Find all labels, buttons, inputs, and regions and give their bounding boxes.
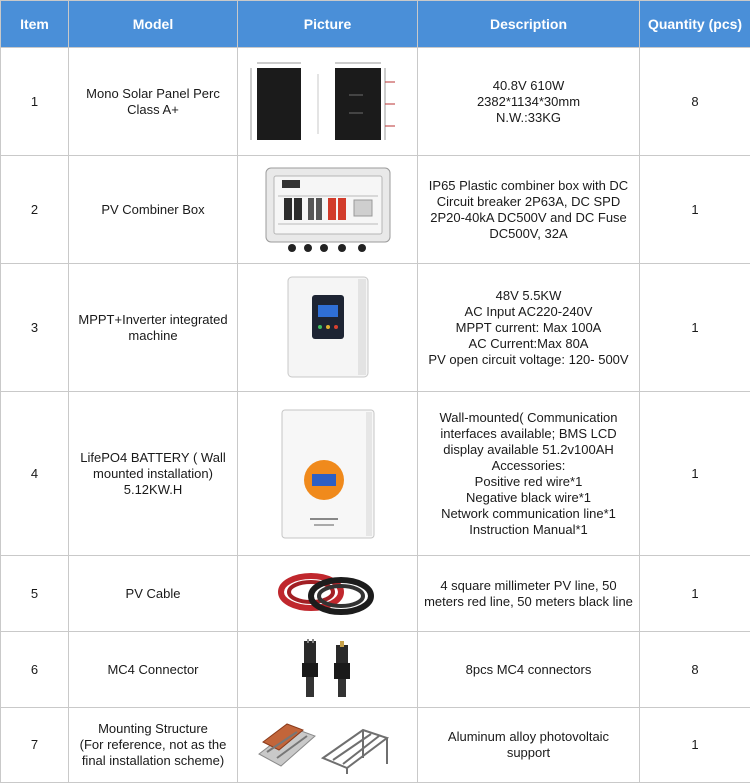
description-cell xyxy=(418,556,640,632)
description-line: Negative black wire*1 xyxy=(424,490,633,506)
picture-cell xyxy=(238,392,418,556)
solar-panel-icon xyxy=(243,54,413,150)
model-cell xyxy=(69,156,238,264)
item-cell: 6 xyxy=(1,632,69,708)
model-line: LifePO4 BATTERY ( Wall xyxy=(73,450,233,466)
picture-cell xyxy=(238,48,418,156)
table-row xyxy=(1,264,750,392)
description-line: Positive red wire*1 xyxy=(424,474,633,490)
item-cell: 3 xyxy=(1,264,69,392)
table-row xyxy=(1,48,750,156)
description-line: interfaces available; BMS LCD xyxy=(424,426,633,442)
picture-cell xyxy=(238,708,418,783)
model-line: MPPT+Inverter integrated xyxy=(73,312,233,328)
description-line: Wall-mounted( Communication xyxy=(424,410,633,426)
mc4-connector-icon xyxy=(288,637,368,703)
description-cell xyxy=(418,156,640,264)
model-line: (For reference, not as the xyxy=(73,737,233,753)
quantity-cell: 1 xyxy=(640,556,750,632)
description-line: Circuit breaker 2P63A, DC SPD xyxy=(424,194,633,210)
description-line: 2P20-40kA DC500V and DC Fuse xyxy=(424,210,633,226)
model-line: PV Cable xyxy=(73,586,233,602)
model-line: machine xyxy=(73,328,233,344)
picture-cell xyxy=(238,556,418,632)
model-cell xyxy=(69,264,238,392)
header-item: Item xyxy=(1,1,69,48)
item-cell: 2 xyxy=(1,156,69,264)
model-line: mounted installation) xyxy=(73,466,233,482)
quantity-cell: 1 xyxy=(640,708,750,783)
description-line: AC Current:Max 80A xyxy=(424,336,633,352)
model-line: 5.12KW.H xyxy=(73,482,233,498)
pv-cable-icon xyxy=(273,566,383,622)
table-row xyxy=(1,156,750,264)
quantity-cell: 1 xyxy=(640,264,750,392)
item-cell: 1 xyxy=(1,48,69,156)
description-line: N.W.:33KG xyxy=(424,110,633,126)
item-cell: 5 xyxy=(1,556,69,632)
table-row xyxy=(1,392,750,556)
model-cell xyxy=(69,556,238,632)
model-cell xyxy=(69,48,238,156)
description-line: 40.8V 610W xyxy=(424,78,633,94)
inverter-icon xyxy=(278,273,378,383)
quantity-cell: 8 xyxy=(640,632,750,708)
description-line: Network communication line*1 xyxy=(424,506,633,522)
table-row xyxy=(1,556,750,632)
mounting-structure-icon xyxy=(253,714,403,776)
header-row xyxy=(1,1,750,48)
description-cell xyxy=(418,708,640,783)
item-cell: 7 xyxy=(1,708,69,783)
description-line: 4 square millimeter PV line, 50 xyxy=(424,578,633,594)
table-row xyxy=(1,708,750,783)
description-line: MPPT current: Max 100A xyxy=(424,320,633,336)
model-line: final installation scheme) xyxy=(73,753,233,769)
combiner-box-icon xyxy=(258,162,398,258)
header-picture: Picture xyxy=(238,1,418,48)
description-line: IP65 Plastic combiner box with DC xyxy=(424,178,633,194)
model-cell xyxy=(69,632,238,708)
description-cell xyxy=(418,48,640,156)
description-line: 8pcs MC4 connectors xyxy=(424,662,633,678)
header-description: Description xyxy=(418,1,640,48)
model-line: Mounting Structure xyxy=(73,721,233,737)
description-line: AC Input AC220-240V xyxy=(424,304,633,320)
model-cell xyxy=(69,392,238,556)
model-line: PV Combiner Box xyxy=(73,202,233,218)
header-model: Model xyxy=(69,1,238,48)
description-cell xyxy=(418,392,640,556)
quantity-cell: 8 xyxy=(640,48,750,156)
picture-cell xyxy=(238,264,418,392)
model-line: MC4 Connector xyxy=(73,662,233,678)
description-line: Instruction Manual*1 xyxy=(424,522,633,538)
model-line: Class A+ xyxy=(73,102,233,118)
description-cell xyxy=(418,632,640,708)
battery-icon xyxy=(268,404,388,544)
description-line: Aluminum alloy photovoltaic xyxy=(424,729,633,745)
header-quantity: Quantity (pcs) xyxy=(640,1,750,48)
description-line: display available 51.2v100AH xyxy=(424,442,633,458)
description-line: Accessories: xyxy=(424,458,633,474)
description-line: DC500V, 32A xyxy=(424,226,633,242)
picture-cell xyxy=(238,156,418,264)
quantity-cell: 1 xyxy=(640,392,750,556)
quantity-cell: 1 xyxy=(640,156,750,264)
description-line: 2382*1134*30mm xyxy=(424,94,633,110)
description-line: PV open circuit voltage: 120- 500V xyxy=(424,352,633,368)
description-cell xyxy=(418,264,640,392)
description-line: 48V 5.5KW xyxy=(424,288,633,304)
description-line: meters red line, 50 meters black line xyxy=(424,594,633,610)
model-cell xyxy=(69,708,238,783)
table-row xyxy=(1,632,750,708)
item-cell: 4 xyxy=(1,392,69,556)
description-line: support xyxy=(424,745,633,761)
model-line: Mono Solar Panel Perc xyxy=(73,86,233,102)
picture-cell xyxy=(238,632,418,708)
